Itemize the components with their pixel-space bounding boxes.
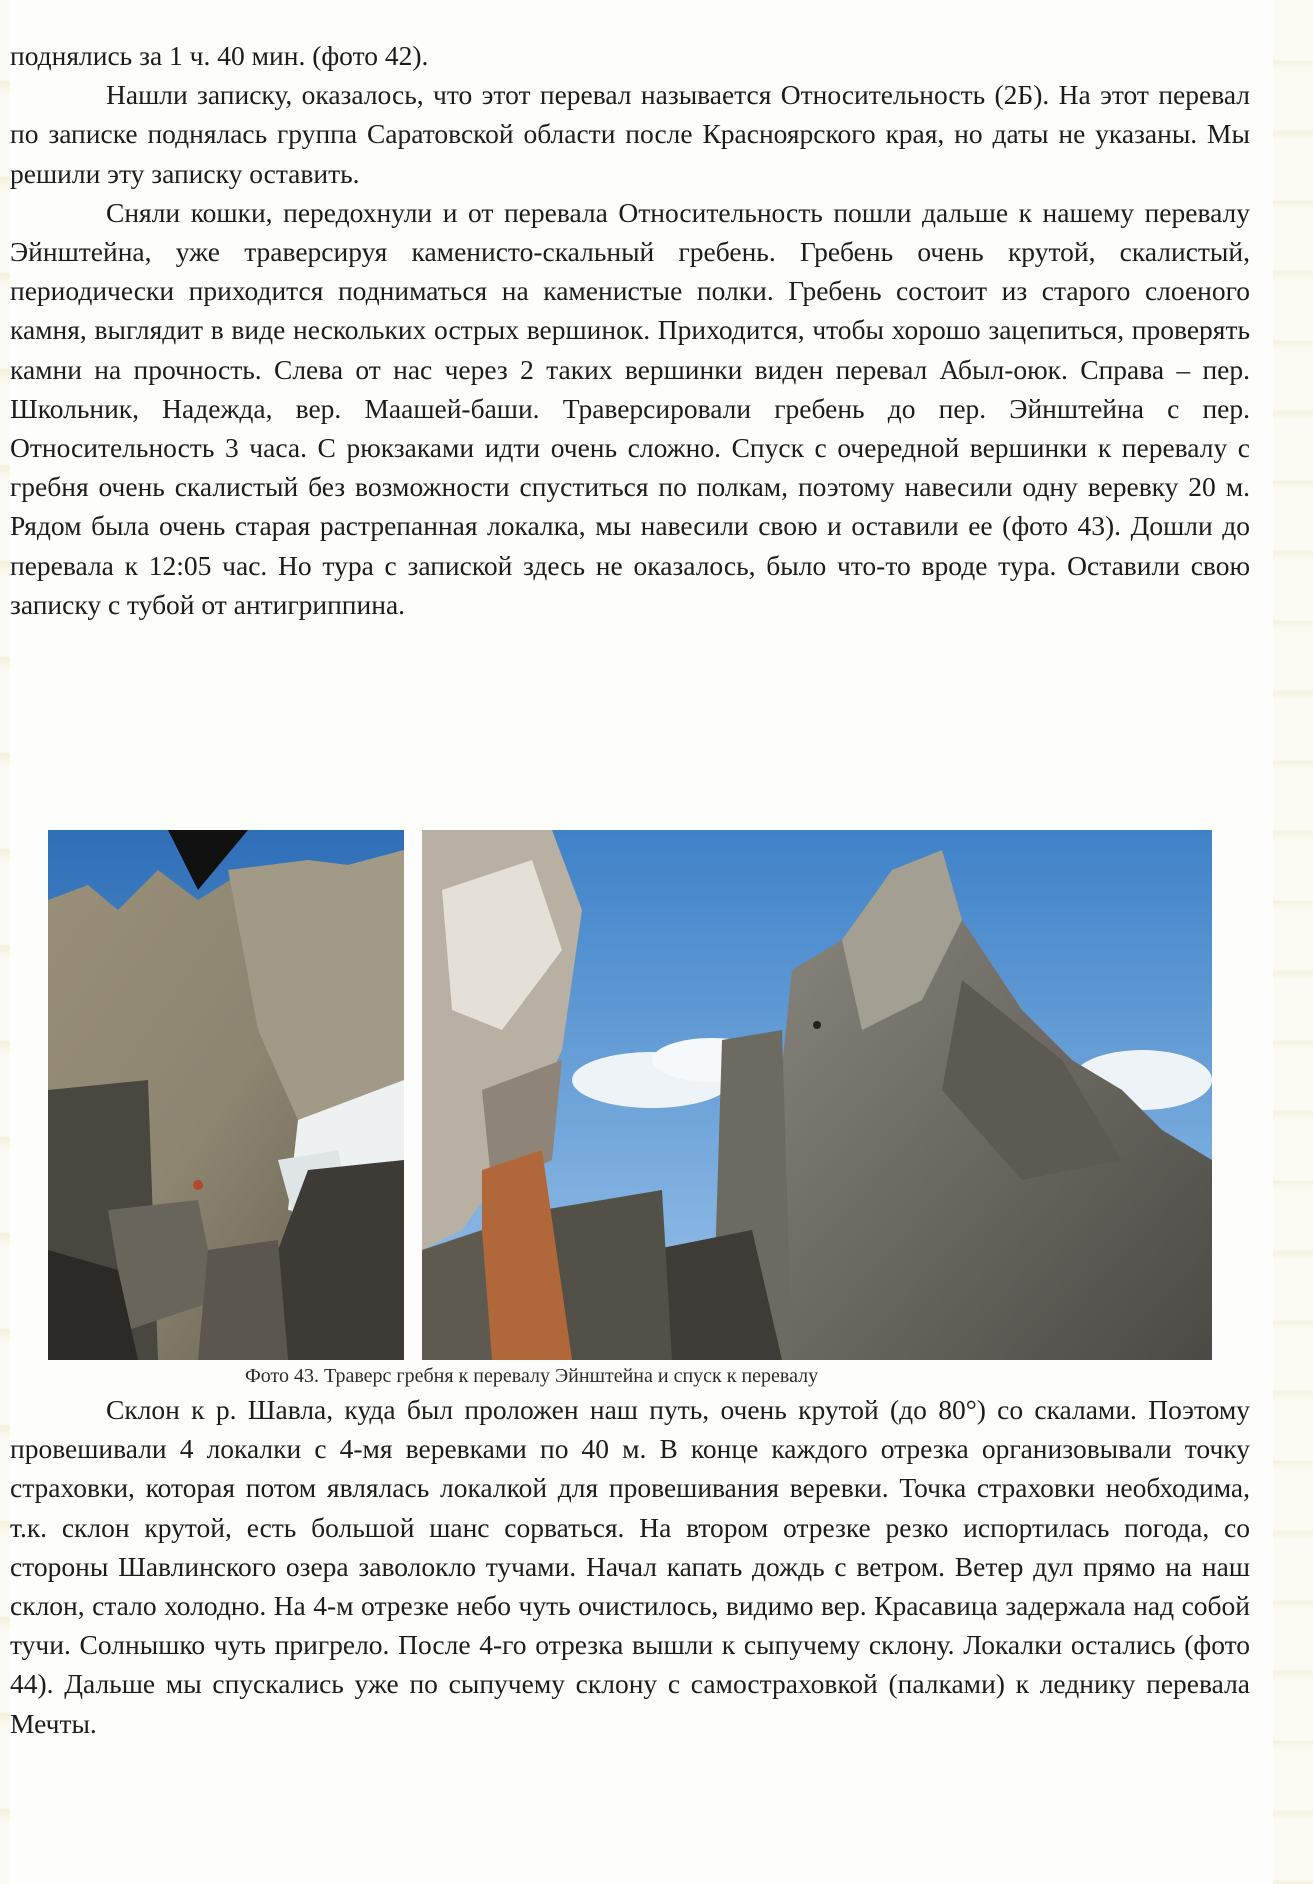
paragraph: Нашли записку, оказалось, что этот перевал называется Относительность (2Б). На этот перевал по записке поднялась группа Саратовской области после Красноярского края, но даты не указаны. Мы решили эту записку оставить. [10,79,1250,189]
page-edge-decoration-left [0,0,10,1884]
mountain-photo-icon [422,830,1212,1360]
paragraph: поднялись за 1 ч. 40 мин. (фото 42). [10,40,429,71]
photo-rock-peak [422,830,1212,1360]
paragraph: Склон к р. Шавла, куда был проложен наш путь, очень крутой (до 80°) со скалами. Поэтому провешивали 4 локалки с 4-мя веревками по 40 м. В конце каждого отрезка организовывали точку страховки, которая потом являлась локалкой для провешивания веревки. Точка страховки необходима, т.к. склон крутой, есть большой шанс сорваться. На втором отрезке резко испортилась погода, со стороны Шавлинского озера заволокло тучами. Начал капать дождь с ветром. Ветер дул прямо на наш склон, стало холодно. На 4-м отрезке небо чуть очистилось, видимо вер. Красавица задержала над собой тучи. Солнышко чуть пригрело. После 4-го отрезка вышли к сыпучему склону. Локалки остались (фото 44). Дальше мы спускались уже по сыпучему склону с самостраховкой (палками) к леднику перевала Мечты. [10,1394,1250,1739]
photo-figure [48,830,1213,1360]
page-edge-decoration-right [1273,0,1313,1884]
mountain-photo-icon [48,830,404,1360]
figure-caption: Фото 43. Траверс гребня к перевалу Эйнштейна и спуск к перевалу [245,1365,819,1387]
photo-ridge-traverse [48,830,404,1360]
text-block-top [10,36,1250,624]
text-block-bottom [10,1390,1250,1743]
paragraph: Сняли кошки, передохнули и от перевала Относительность пошли дальше к нашему перевалу Эйнштейна, уже траверсируя каменисто-скальный гребень. Гребень очень крутой, скалистый, периодически приходится подниматься на каменистые полки. Гребень состоит из старого слоеного камня, выглядит в виде нескольких острых вершинок. Приходится, чтобы хорошо зацепиться, проверять камни на прочность. Слева от нас через 2 таких вершинки виден перевал Абыл-оюк. Справа – пер. Школьник, Надежда, вер. Маашей-баши. Траверсировали гребень до пер. Эйнштейна с пер. Относительность 3 часа. С рюкзаками идти очень сложно. Спуск с очередной вершинки к перевалу с гребня очень скалистый без возможности спуститься по полкам, поэтому навесили одну веревку 20 м. Рядом была очень старая растрепанная локалка, мы навесили свою и оставили ее (фото 43). Дошли до перевала к 12:05 час. Но тура с запиской здесь не оказалось, было что-то вроде тура. Оставили свою записку с тубой от антигриппина. [10,196,1250,620]
